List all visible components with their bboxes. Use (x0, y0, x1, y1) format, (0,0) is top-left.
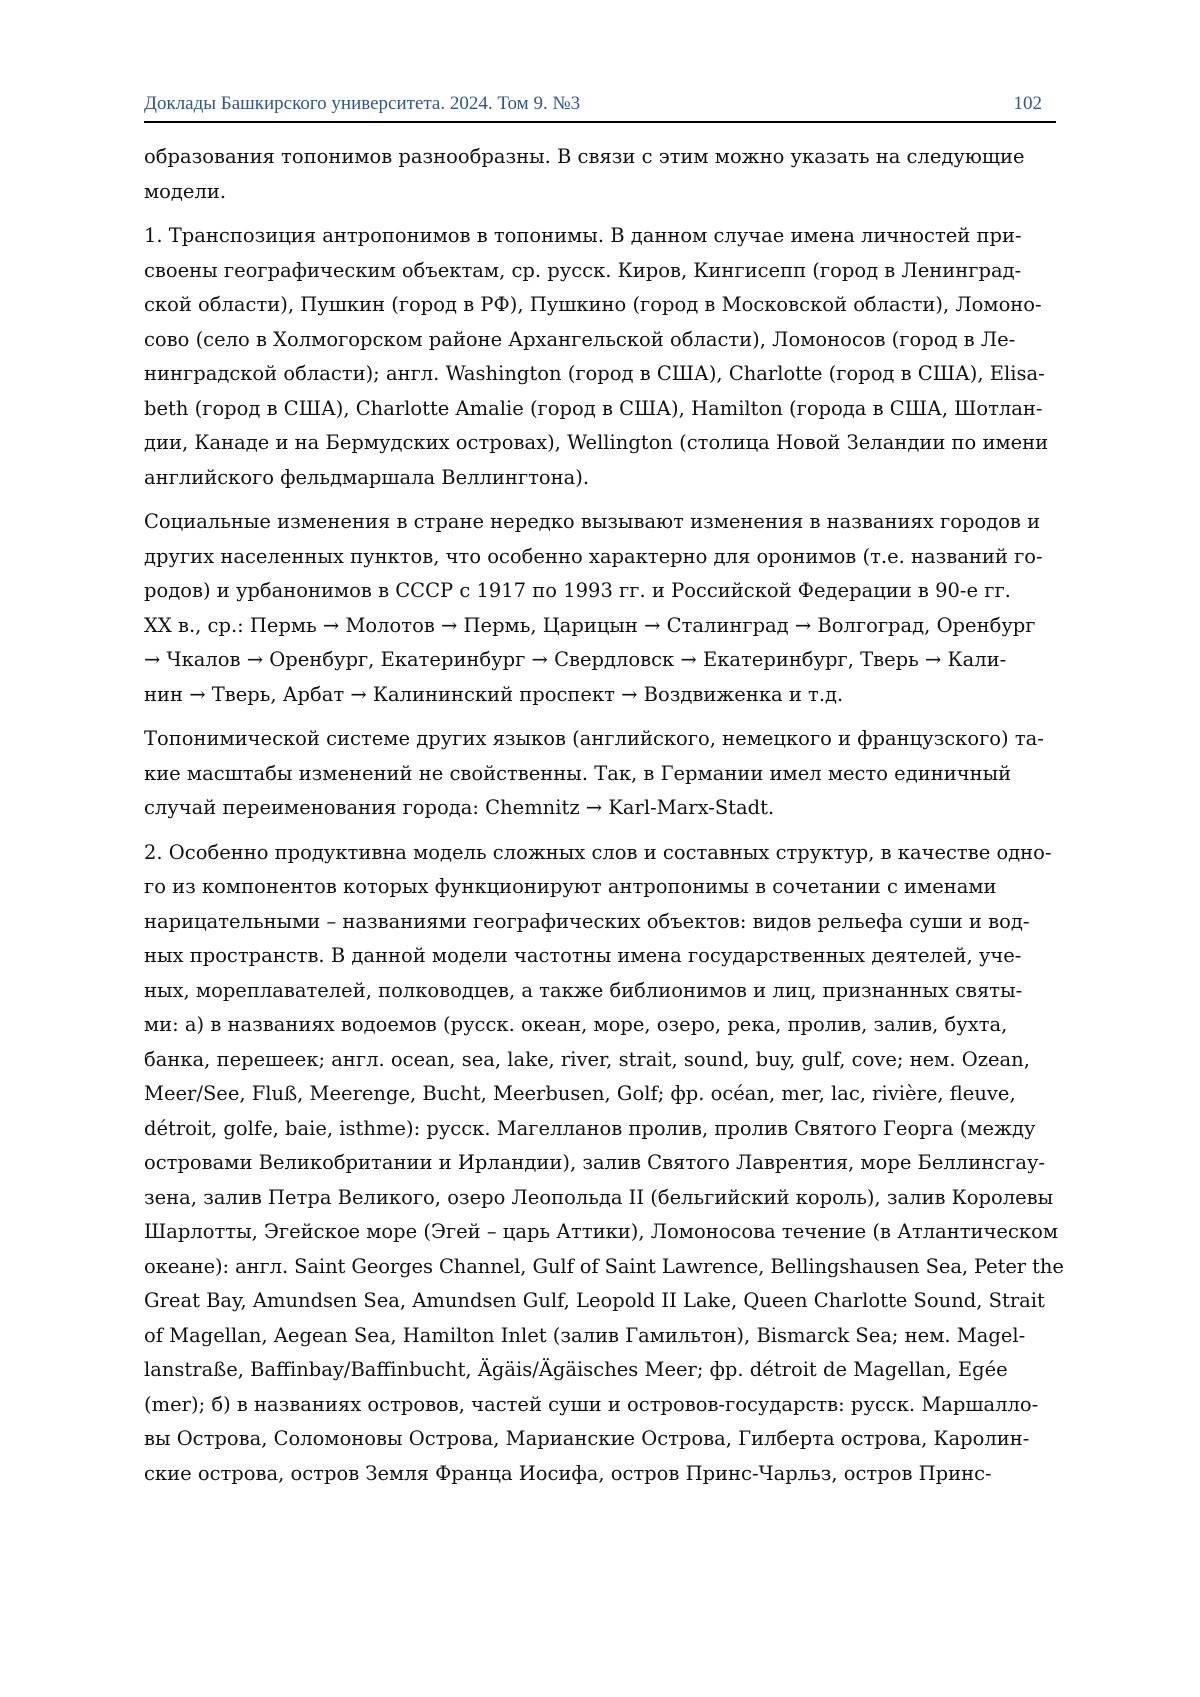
text-line: 2. Особенно продуктивна модель сложных слов и составных структур, в качестве одно- (144, 840, 1052, 864)
text-line: го из компонентов которых функционируют антропонимы в сочетании с именами (144, 875, 997, 898)
text-line: родов) и урбанонимов в СССР с 1917 по 1993 гг. и Российской Федерации в 90-е гг. (144, 579, 1011, 602)
text-line: → Чкалов → Оренбург, Екатеринбург → Свердловск → Екатеринбург, Тверь → Кали- (144, 648, 1007, 671)
journal-citation: Доклады Башкирского университета. 2024. Том 9. №3 (144, 93, 581, 114)
page-number: 102 (1013, 93, 1042, 114)
text-line: Социальные изменения в стране нередко вызывают изменения в названиях городов и (144, 510, 1041, 533)
text-line: ми: а) в названиях водоемов (русск. океан, море, озеро, река, пролив, залив, бухта, (144, 1013, 1008, 1036)
text-line: Шарлотты, Эгейское море (Эгей – царь Аттики), Ломоносова течение (в Атлантическом (144, 1220, 1058, 1243)
text-line: Meer/See, Fluß, Meerenge, Bucht, Meerbusen, Golf; фр. océan, mer, lac, rivière, fleuve, (144, 1082, 1016, 1105)
text-line: океане): англ. Saint Georges Channel, Gulf of Saint Lawrence, Bellingshausen Sea, Peter the (144, 1254, 1064, 1278)
text-line: кие масштабы изменений не свойственны. Так, в Германии имел место единичный (144, 761, 1012, 785)
body-text (144, 140, 1064, 1501)
text-line: нин → Тверь, Арбат → Калининский проспект → Воздвиженка и т.д. (144, 682, 844, 706)
text-line: других населенных пунктов, что особенно характерно для оронимов (т.е. названий го- (144, 544, 1043, 568)
text-line: ных пространств. В данной модели частотны имена государственных деятелей, уче- (144, 944, 1022, 967)
text-line: образования топонимов разнообразны. В связи с этим можно указать на следующие (144, 145, 1025, 168)
text-line: островами Великобритании и Ирландии), залив Святого Лаврентия, море Беллинсгау- (144, 1151, 1046, 1174)
text-line: английского фельдмаршала Веллингтона). (144, 465, 590, 489)
text-line: случай переименования города: Chemnitz → Karl-Marx-Stadt. (144, 796, 775, 819)
text-line: банка, перешеек; англ. ocean, sea, lake, river, strait, sound, buy, gulf, cove; нем. Ozean, (144, 1047, 1030, 1071)
text-line: détroit, golfe, baie, isthme): русск. Магелланов пролив, пролив Святого Георга (между (144, 1116, 1036, 1140)
running-header (144, 91, 1056, 123)
paragraph (144, 140, 1064, 209)
text-line: модели. (144, 179, 227, 203)
text-line: 1. Транспозиция антропонимов в топонимы. В данном случае имена личностей при- (144, 224, 1022, 247)
text-line: Great Bay, Amundsen Sea, Amundsen Gulf, Leopold II Lake, Queen Charlotte Sound, Strait (144, 1289, 1045, 1312)
text-line: Топонимической системе других языков (английского, немецкого и французского) та- (144, 727, 1044, 750)
text-line: своены географическим объектам, ср. русск. Киров, Кингисепп (город в Ленинград- (144, 258, 1022, 282)
text-line: сово (село в Холмогорском районе Архангельской области), Ломоносов (город в Ле- (144, 327, 1016, 351)
paragraph (144, 722, 1064, 826)
text-line: зена, залив Петра Великого, озеро Леопольда II (бельгийский король), залив Королевы (144, 1185, 1054, 1209)
text-line: нинградской области); англ. Washington (город в США), Charlotte (город в США), Elisa- (144, 362, 1045, 385)
text-line: ские острова, остров Земля Франца Иосифа, остров Принс-Чарльз, остров Принс- (144, 1461, 992, 1485)
paragraph (144, 219, 1064, 495)
text-line: XX в., ср.: Пермь → Молотов → Пермь, Царицын → Сталинград → Волгоград, Оренбург (144, 613, 1036, 637)
text-line: of Magellan, Aegean Sea, Hamilton Inlet (залив Гамильтон), Bismarck Sea; нем. Magel- (144, 1323, 1026, 1347)
text-line: нарицательными – названиями географических объектов: видов рельефа суши и вод- (144, 909, 1030, 933)
text-line: ской области), Пушкин (город в РФ), Пушкино (город в Московской области), Ломоно- (144, 293, 1042, 316)
text-line: (mer); б) в названиях островов, частей суши и островов-государств: русск. Маршалло- (144, 1392, 1039, 1416)
text-line: beth (город в США), Charlotte Amalie (город в США), Hamilton (города в США, Шотлан- (144, 396, 1043, 420)
text-line: вы Острова, Соломоновы Острова, Марианские Острова, Гилберта острова, Каролин- (144, 1427, 1030, 1450)
paragraph (144, 836, 1064, 1492)
text-line: ных, мореплавателей, полководцев, а также библионимов и лиц, признанных святы- (144, 978, 1023, 1002)
text-line: lanstraße, Baffinbay/Baffinbucht, Ägäis/Ägäisches Meer; фр. détroit de Magellan, Egée (144, 1358, 1008, 1381)
text-line: дии, Канаде и на Бермудских островах), Wellington (столица Новой Зеландии по имени (144, 431, 1049, 454)
paragraph (144, 505, 1064, 712)
